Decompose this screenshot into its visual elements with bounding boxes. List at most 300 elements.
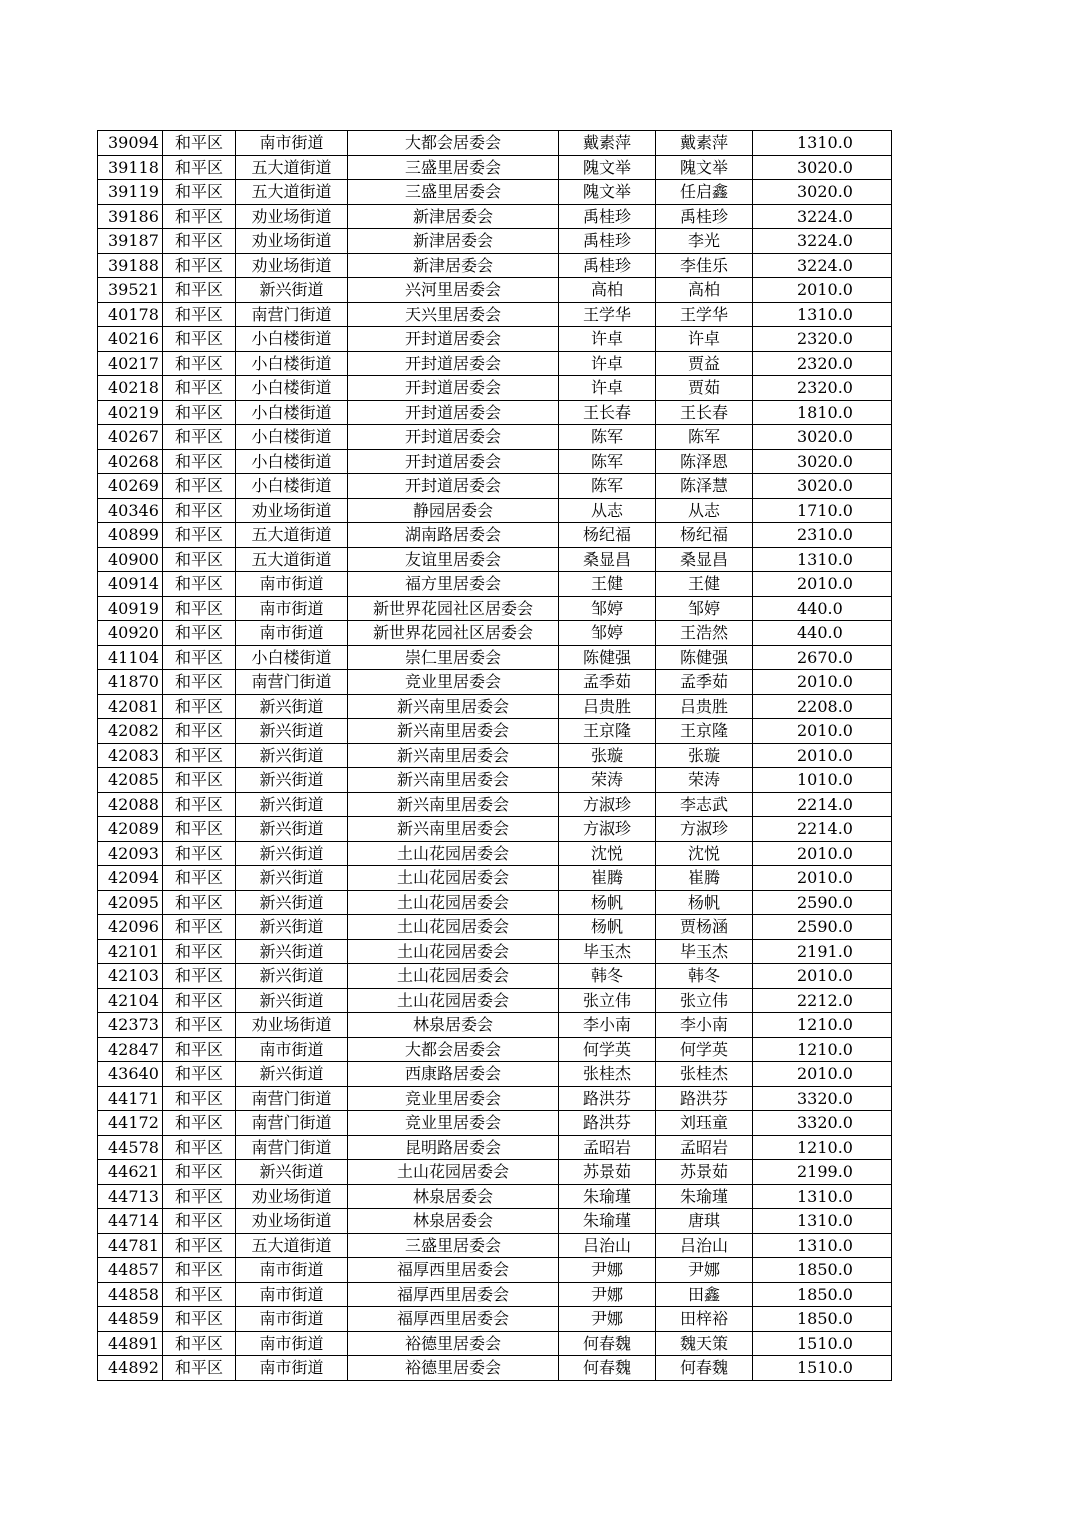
amount-cell: 1310.0 — [753, 131, 892, 156]
committee-cell: 土山花园居委会 — [348, 841, 559, 866]
member-cell: 王浩然 — [656, 621, 753, 646]
street-cell: 南市街道 — [236, 131, 348, 156]
table-row — [98, 1184, 892, 1209]
district-cell: 和平区 — [163, 572, 236, 597]
record-id: 40269 — [98, 474, 163, 499]
street-cell: 新兴街道 — [236, 817, 348, 842]
record-id: 40218 — [98, 376, 163, 401]
table-row — [98, 278, 892, 303]
district-cell: 和平区 — [163, 1037, 236, 1062]
district-cell: 和平区 — [163, 474, 236, 499]
record-id: 41870 — [98, 670, 163, 695]
street-cell: 劝业场街道 — [236, 253, 348, 278]
amount-cell: 2310.0 — [753, 523, 892, 548]
householder-cell: 路洪芬 — [559, 1086, 656, 1111]
district-cell: 和平区 — [163, 1282, 236, 1307]
amount-cell: 2212.0 — [753, 988, 892, 1013]
member-cell: 隗文举 — [656, 155, 753, 180]
street-cell: 南市街道 — [236, 1356, 348, 1381]
district-cell: 和平区 — [163, 1258, 236, 1283]
amount-cell: 1710.0 — [753, 498, 892, 523]
householder-cell: 邹婷 — [559, 621, 656, 646]
record-id: 42096 — [98, 915, 163, 940]
street-cell: 劝业场街道 — [236, 1209, 348, 1234]
street-cell: 南营门街道 — [236, 302, 348, 327]
amount-cell: 1850.0 — [753, 1258, 892, 1283]
table-row — [98, 180, 892, 205]
committee-cell: 湖南路居委会 — [348, 523, 559, 548]
householder-cell: 陈军 — [559, 425, 656, 450]
member-cell: 田梓裕 — [656, 1307, 753, 1332]
committee-cell: 三盛里居委会 — [348, 180, 559, 205]
record-id: 44892 — [98, 1356, 163, 1381]
district-cell: 和平区 — [163, 817, 236, 842]
householder-cell: 许卓 — [559, 351, 656, 376]
table-row — [98, 719, 892, 744]
householder-cell: 张桂杰 — [559, 1062, 656, 1087]
district-cell: 和平区 — [163, 1086, 236, 1111]
householder-cell: 陈军 — [559, 474, 656, 499]
amount-cell: 3320.0 — [753, 1086, 892, 1111]
member-cell: 杨纪福 — [656, 523, 753, 548]
district-cell: 和平区 — [163, 890, 236, 915]
street-cell: 新兴街道 — [236, 1062, 348, 1087]
committee-cell: 天兴里居委会 — [348, 302, 559, 327]
record-id: 39119 — [98, 180, 163, 205]
committee-cell: 新津居委会 — [348, 253, 559, 278]
committee-cell: 开封道居委会 — [348, 327, 559, 352]
member-cell: 崔腾 — [656, 866, 753, 891]
street-cell: 五大道街道 — [236, 155, 348, 180]
committee-cell: 新津居委会 — [348, 204, 559, 229]
amount-cell: 1310.0 — [753, 547, 892, 572]
street-cell: 小白楼街道 — [236, 474, 348, 499]
district-cell: 和平区 — [163, 1013, 236, 1038]
record-id: 44714 — [98, 1209, 163, 1234]
street-cell: 小白楼街道 — [236, 376, 348, 401]
member-cell: 戴素萍 — [656, 131, 753, 156]
table-row — [98, 229, 892, 254]
table-row — [98, 425, 892, 450]
district-cell: 和平区 — [163, 253, 236, 278]
table-row — [98, 621, 892, 646]
district-cell: 和平区 — [163, 131, 236, 156]
district-cell: 和平区 — [163, 498, 236, 523]
householder-cell: 王京隆 — [559, 719, 656, 744]
street-cell: 劝业场街道 — [236, 498, 348, 523]
record-id: 44891 — [98, 1331, 163, 1356]
table-row — [98, 964, 892, 989]
table-row — [98, 817, 892, 842]
table-row — [98, 1086, 892, 1111]
record-id: 40268 — [98, 449, 163, 474]
record-id: 42103 — [98, 964, 163, 989]
record-id: 39188 — [98, 253, 163, 278]
district-cell: 和平区 — [163, 621, 236, 646]
district-cell: 和平区 — [163, 547, 236, 572]
district-cell: 和平区 — [163, 1307, 236, 1332]
table-row — [98, 1331, 892, 1356]
householder-cell: 王健 — [559, 572, 656, 597]
committee-cell: 崇仁里居委会 — [348, 645, 559, 670]
householder-cell: 杨帆 — [559, 915, 656, 940]
street-cell: 新兴街道 — [236, 792, 348, 817]
table-row — [98, 351, 892, 376]
street-cell: 南营门街道 — [236, 1086, 348, 1111]
householder-cell: 方淑珍 — [559, 792, 656, 817]
amount-cell: 2010.0 — [753, 719, 892, 744]
district-cell: 和平区 — [163, 988, 236, 1013]
amount-cell: 2214.0 — [753, 817, 892, 842]
district-cell: 和平区 — [163, 841, 236, 866]
member-cell: 杨帆 — [656, 890, 753, 915]
householder-cell: 王长春 — [559, 400, 656, 425]
street-cell: 南营门街道 — [236, 670, 348, 695]
table-row — [98, 1160, 892, 1185]
street-cell: 南市街道 — [236, 1037, 348, 1062]
member-cell: 李志武 — [656, 792, 753, 817]
member-cell: 李小南 — [656, 1013, 753, 1038]
record-id: 42083 — [98, 743, 163, 768]
householder-cell: 陈健强 — [559, 645, 656, 670]
district-cell: 和平区 — [163, 1184, 236, 1209]
district-cell: 和平区 — [163, 939, 236, 964]
committee-cell: 静园居委会 — [348, 498, 559, 523]
committee-cell: 林泉居委会 — [348, 1013, 559, 1038]
householder-cell: 杨帆 — [559, 890, 656, 915]
member-cell: 张璇 — [656, 743, 753, 768]
record-id: 39521 — [98, 278, 163, 303]
committee-cell: 林泉居委会 — [348, 1184, 559, 1209]
record-id: 40900 — [98, 547, 163, 572]
amount-cell: 3020.0 — [753, 180, 892, 205]
table-row — [98, 376, 892, 401]
roster-table — [97, 130, 892, 1381]
committee-cell: 土山花园居委会 — [348, 866, 559, 891]
record-id: 44713 — [98, 1184, 163, 1209]
record-id: 44781 — [98, 1233, 163, 1258]
member-cell: 王健 — [656, 572, 753, 597]
member-cell: 从志 — [656, 498, 753, 523]
householder-cell: 禹桂珍 — [559, 229, 656, 254]
amount-cell: 3020.0 — [753, 155, 892, 180]
member-cell: 何春魏 — [656, 1356, 753, 1381]
householder-cell: 孟季茹 — [559, 670, 656, 695]
householder-cell: 禹桂珍 — [559, 253, 656, 278]
committee-cell: 土山花园居委会 — [348, 939, 559, 964]
amount-cell: 2208.0 — [753, 694, 892, 719]
member-cell: 沈悦 — [656, 841, 753, 866]
amount-cell: 1850.0 — [753, 1307, 892, 1332]
table-row — [98, 743, 892, 768]
householder-cell: 荣涛 — [559, 768, 656, 793]
householder-cell: 吕贵胜 — [559, 694, 656, 719]
record-id: 42082 — [98, 719, 163, 744]
member-cell: 刘珏童 — [656, 1111, 753, 1136]
amount-cell: 2191.0 — [753, 939, 892, 964]
member-cell: 韩冬 — [656, 964, 753, 989]
street-cell: 新兴街道 — [236, 743, 348, 768]
record-id: 41104 — [98, 645, 163, 670]
district-cell: 和平区 — [163, 400, 236, 425]
amount-cell: 2010.0 — [753, 743, 892, 768]
amount-cell: 2010.0 — [753, 866, 892, 891]
table-row — [98, 1111, 892, 1136]
street-cell: 小白楼街道 — [236, 400, 348, 425]
committee-cell: 竞业里居委会 — [348, 1086, 559, 1111]
table-row — [98, 1062, 892, 1087]
street-cell: 新兴街道 — [236, 719, 348, 744]
record-id: 42104 — [98, 988, 163, 1013]
committee-cell: 开封道居委会 — [348, 351, 559, 376]
householder-cell: 沈悦 — [559, 841, 656, 866]
amount-cell: 2670.0 — [753, 645, 892, 670]
record-id: 44578 — [98, 1135, 163, 1160]
record-id: 42088 — [98, 792, 163, 817]
committee-cell: 林泉居委会 — [348, 1209, 559, 1234]
street-cell: 五大道街道 — [236, 523, 348, 548]
amount-cell: 3224.0 — [753, 229, 892, 254]
street-cell: 新兴街道 — [236, 841, 348, 866]
committee-cell: 三盛里居委会 — [348, 155, 559, 180]
householder-cell: 韩冬 — [559, 964, 656, 989]
householder-cell: 戴素萍 — [559, 131, 656, 156]
street-cell: 小白楼街道 — [236, 449, 348, 474]
committee-cell: 开封道居委会 — [348, 425, 559, 450]
householder-cell: 何春魏 — [559, 1356, 656, 1381]
committee-cell: 开封道居委会 — [348, 400, 559, 425]
street-cell: 南市街道 — [236, 1331, 348, 1356]
committee-cell: 友谊里居委会 — [348, 547, 559, 572]
member-cell: 孟季茹 — [656, 670, 753, 695]
record-id: 42085 — [98, 768, 163, 793]
district-cell: 和平区 — [163, 866, 236, 891]
table-row — [98, 155, 892, 180]
householder-cell: 邹婷 — [559, 596, 656, 621]
district-cell: 和平区 — [163, 915, 236, 940]
record-id: 40920 — [98, 621, 163, 646]
table-row — [98, 596, 892, 621]
householder-cell: 许卓 — [559, 376, 656, 401]
householder-cell: 毕玉杰 — [559, 939, 656, 964]
member-cell: 邹婷 — [656, 596, 753, 621]
member-cell: 桑显昌 — [656, 547, 753, 572]
amount-cell: 2320.0 — [753, 327, 892, 352]
amount-cell: 1210.0 — [753, 1013, 892, 1038]
amount-cell: 1310.0 — [753, 302, 892, 327]
householder-cell: 桑显昌 — [559, 547, 656, 572]
table-row — [98, 792, 892, 817]
record-id: 42101 — [98, 939, 163, 964]
householder-cell: 王学华 — [559, 302, 656, 327]
table-row — [98, 670, 892, 695]
district-cell: 和平区 — [163, 1233, 236, 1258]
table-row — [98, 866, 892, 891]
district-cell: 和平区 — [163, 792, 236, 817]
amount-cell: 1310.0 — [753, 1184, 892, 1209]
committee-cell: 新兴南里居委会 — [348, 694, 559, 719]
householder-cell: 崔腾 — [559, 866, 656, 891]
table-row — [98, 1258, 892, 1283]
district-cell: 和平区 — [163, 1111, 236, 1136]
table-row — [98, 1233, 892, 1258]
householder-cell: 孟昭岩 — [559, 1135, 656, 1160]
table-row — [98, 1037, 892, 1062]
committee-cell: 新兴南里居委会 — [348, 719, 559, 744]
table-row — [98, 474, 892, 499]
record-id: 40919 — [98, 596, 163, 621]
street-cell: 劝业场街道 — [236, 1184, 348, 1209]
committee-cell: 新世界花园社区居委会 — [348, 596, 559, 621]
district-cell: 和平区 — [163, 768, 236, 793]
district-cell: 和平区 — [163, 1135, 236, 1160]
record-id: 42847 — [98, 1037, 163, 1062]
street-cell: 五大道街道 — [236, 180, 348, 205]
householder-cell: 从志 — [559, 498, 656, 523]
householder-cell: 张立伟 — [559, 988, 656, 1013]
table-row — [98, 915, 892, 940]
table-row — [98, 841, 892, 866]
member-cell: 李光 — [656, 229, 753, 254]
district-cell: 和平区 — [163, 278, 236, 303]
committee-cell: 大都会居委会 — [348, 1037, 559, 1062]
amount-cell: 2010.0 — [753, 841, 892, 866]
committee-cell: 兴河里居委会 — [348, 278, 559, 303]
amount-cell: 3320.0 — [753, 1111, 892, 1136]
committee-cell: 新兴南里居委会 — [348, 792, 559, 817]
householder-cell: 隗文举 — [559, 155, 656, 180]
record-id: 40217 — [98, 351, 163, 376]
member-cell: 许卓 — [656, 327, 753, 352]
member-cell: 孟昭岩 — [656, 1135, 753, 1160]
committee-cell: 土山花园居委会 — [348, 988, 559, 1013]
householder-cell: 朱瑜瑾 — [559, 1209, 656, 1234]
member-cell: 荣涛 — [656, 768, 753, 793]
record-id: 39118 — [98, 155, 163, 180]
street-cell: 新兴街道 — [236, 915, 348, 940]
householder-cell: 尹娜 — [559, 1282, 656, 1307]
district-cell: 和平区 — [163, 1160, 236, 1185]
committee-cell: 裕德里居委会 — [348, 1356, 559, 1381]
record-id: 42093 — [98, 841, 163, 866]
member-cell: 朱瑜瑾 — [656, 1184, 753, 1209]
householder-cell: 路洪芬 — [559, 1111, 656, 1136]
table-row — [98, 498, 892, 523]
committee-cell: 竞业里居委会 — [348, 1111, 559, 1136]
member-cell: 贾益 — [656, 351, 753, 376]
amount-cell: 2010.0 — [753, 1062, 892, 1087]
record-id: 40346 — [98, 498, 163, 523]
member-cell: 毕玉杰 — [656, 939, 753, 964]
district-cell: 和平区 — [163, 327, 236, 352]
district-cell: 和平区 — [163, 155, 236, 180]
member-cell: 张立伟 — [656, 988, 753, 1013]
amount-cell: 3224.0 — [753, 253, 892, 278]
amount-cell: 3020.0 — [753, 425, 892, 450]
record-id: 40219 — [98, 400, 163, 425]
committee-cell: 裕德里居委会 — [348, 1331, 559, 1356]
committee-cell: 土山花园居委会 — [348, 915, 559, 940]
table-row — [98, 253, 892, 278]
amount-cell: 2010.0 — [753, 670, 892, 695]
record-id: 40899 — [98, 523, 163, 548]
street-cell: 劝业场街道 — [236, 1013, 348, 1038]
district-cell: 和平区 — [163, 425, 236, 450]
amount-cell: 1810.0 — [753, 400, 892, 425]
district-cell: 和平区 — [163, 719, 236, 744]
committee-cell: 福厚西里居委会 — [348, 1282, 559, 1307]
committee-cell: 福厚西里居委会 — [348, 1258, 559, 1283]
committee-cell: 土山花园居委会 — [348, 964, 559, 989]
street-cell: 小白楼街道 — [236, 645, 348, 670]
amount-cell: 2010.0 — [753, 278, 892, 303]
district-cell: 和平区 — [163, 302, 236, 327]
street-cell: 新兴街道 — [236, 768, 348, 793]
member-cell: 禹桂珍 — [656, 204, 753, 229]
committee-cell: 昆明路居委会 — [348, 1135, 559, 1160]
table-row — [98, 449, 892, 474]
householder-cell: 杨纪福 — [559, 523, 656, 548]
amount-cell: 1850.0 — [753, 1282, 892, 1307]
street-cell: 新兴街道 — [236, 988, 348, 1013]
street-cell: 南市街道 — [236, 572, 348, 597]
district-cell: 和平区 — [163, 1331, 236, 1356]
table-row — [98, 1013, 892, 1038]
street-cell: 小白楼街道 — [236, 425, 348, 450]
table-row — [98, 204, 892, 229]
street-cell: 南市街道 — [236, 1258, 348, 1283]
table-row — [98, 547, 892, 572]
amount-cell: 1210.0 — [753, 1037, 892, 1062]
district-cell: 和平区 — [163, 180, 236, 205]
member-cell: 何学英 — [656, 1037, 753, 1062]
street-cell: 南市街道 — [236, 596, 348, 621]
amount-cell: 2214.0 — [753, 792, 892, 817]
amount-cell: 3020.0 — [753, 449, 892, 474]
member-cell: 王学华 — [656, 302, 753, 327]
district-cell: 和平区 — [163, 1062, 236, 1087]
householder-cell: 隗文举 — [559, 180, 656, 205]
record-id: 40216 — [98, 327, 163, 352]
member-cell: 任启鑫 — [656, 180, 753, 205]
amount-cell: 2199.0 — [753, 1160, 892, 1185]
street-cell: 劝业场街道 — [236, 229, 348, 254]
street-cell: 南市街道 — [236, 1282, 348, 1307]
committee-cell: 西康路居委会 — [348, 1062, 559, 1087]
table-row — [98, 572, 892, 597]
record-id: 40267 — [98, 425, 163, 450]
committee-cell: 大都会居委会 — [348, 131, 559, 156]
street-cell: 新兴街道 — [236, 964, 348, 989]
street-cell: 新兴街道 — [236, 939, 348, 964]
member-cell: 陈泽恩 — [656, 449, 753, 474]
amount-cell: 2010.0 — [753, 964, 892, 989]
member-cell: 苏景茹 — [656, 1160, 753, 1185]
district-cell: 和平区 — [163, 1356, 236, 1381]
record-id: 40178 — [98, 302, 163, 327]
table-row — [98, 890, 892, 915]
street-cell: 南市街道 — [236, 621, 348, 646]
committee-cell: 开封道居委会 — [348, 449, 559, 474]
amount-cell: 2590.0 — [753, 915, 892, 940]
committee-cell: 新世界花园社区居委会 — [348, 621, 559, 646]
district-cell: 和平区 — [163, 523, 236, 548]
district-cell: 和平区 — [163, 964, 236, 989]
street-cell: 新兴街道 — [236, 1160, 348, 1185]
amount-cell: 2320.0 — [753, 376, 892, 401]
member-cell: 魏天策 — [656, 1331, 753, 1356]
table-row — [98, 302, 892, 327]
